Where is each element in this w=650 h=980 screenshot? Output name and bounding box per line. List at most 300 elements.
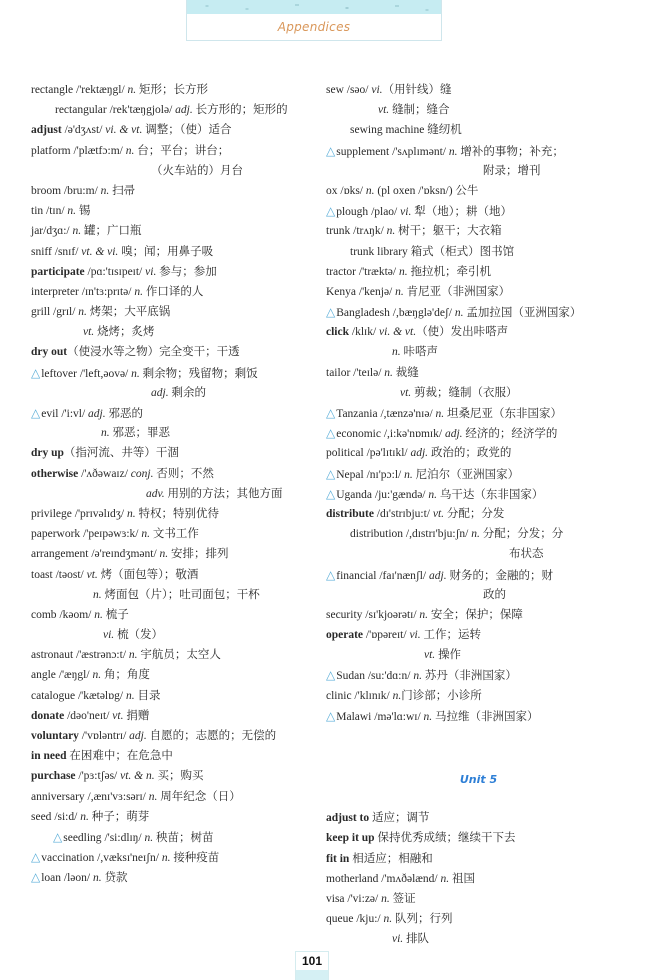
- part-of-speech: n.: [72, 225, 82, 238]
- vocab-entry: [326, 161, 631, 181]
- part-of-speech: n.: [80, 810, 89, 823]
- phonetic: /tɪn/: [43, 205, 68, 218]
- phonetic: /,ænɪ'vɜ:sərɪ/: [84, 790, 149, 803]
- headword: catalogue: [31, 689, 76, 702]
- phonetic: /'rektæŋgl/: [73, 84, 128, 96]
- definition: 秧苗；树苗: [153, 831, 214, 844]
- definition: 附录；增刊: [483, 164, 541, 177]
- vocab-entry: [31, 665, 321, 685]
- part-of-speech: n.: [78, 306, 87, 319]
- definition: 布状态: [509, 548, 544, 561]
- headword: tin: [31, 205, 44, 218]
- definition: 苏丹（非洲国家）: [421, 670, 517, 683]
- phonetic: /'vi:zə/: [344, 892, 382, 905]
- definition: 增补的事物；补充；: [457, 145, 564, 158]
- part-of-speech: n.: [413, 670, 422, 683]
- definition: 长方形的；矩形的: [192, 104, 288, 117]
- headword: jar: [31, 225, 44, 238]
- definition: 乌干达（东非国家）: [437, 488, 544, 501]
- part-of-speech: vi.: [400, 206, 412, 219]
- phonetic: /mə'lɑ:wɪ/: [371, 710, 424, 723]
- part-of-speech: vt. & n.: [120, 770, 155, 783]
- definition: 分配；分发: [444, 507, 505, 520]
- vocab-entry: [326, 302, 631, 322]
- definition: 特权；特别优待: [135, 507, 219, 520]
- phonetic: /'plætfɔ:m/: [70, 144, 126, 157]
- vocab-entry: [31, 766, 321, 786]
- vocab-entry: [31, 867, 321, 887]
- headword: operate: [326, 629, 364, 642]
- part-of-speech: vi.: [392, 933, 404, 946]
- part-of-speech: n.: [440, 872, 450, 885]
- definition: 种子；萌芽: [88, 810, 150, 823]
- vocab-entry: [31, 544, 321, 564]
- part-of-speech: n.: [383, 913, 393, 926]
- definition: 台；平台；讲台；: [134, 144, 230, 157]
- phonetic: /nɪ'pɔ:l/: [363, 468, 405, 481]
- triangle-marker-icon: △: [53, 829, 63, 844]
- part-of-speech: vt.: [400, 386, 412, 399]
- definition: 孟加拉国（亚洲国家）: [463, 307, 582, 320]
- phonetic: /'æstrənɔ:t/: [73, 649, 129, 662]
- definition: (pl oxen /'ɒksn/) 公牛: [374, 184, 479, 197]
- vocab-entry: [31, 565, 321, 585]
- headword: broom: [31, 184, 62, 197]
- vocab-entry: [31, 423, 321, 443]
- vocab-entry: [31, 484, 321, 504]
- vocab-entry: [31, 262, 321, 282]
- definition: 否则；不然: [153, 467, 214, 480]
- headword: ox: [326, 184, 338, 197]
- vocab-entry: [31, 625, 321, 645]
- phonetic: /'teɪlə/: [350, 366, 385, 379]
- part-of-speech: n.: [141, 528, 151, 541]
- triangle-marker-icon: △: [326, 466, 336, 481]
- vocab-entry: [31, 120, 321, 140]
- part-of-speech: vt.: [378, 104, 390, 117]
- phonetic: /səo/: [343, 84, 372, 96]
- vocab-entry: [326, 544, 631, 564]
- part-of-speech: n.: [365, 184, 375, 197]
- definition: 在困难中；在危急中: [66, 750, 173, 763]
- vocab-entry: [31, 807, 321, 827]
- vocab-entry: [326, 383, 631, 403]
- vocab-entry: [326, 201, 631, 221]
- phonetic: /snɪf/: [51, 245, 82, 258]
- vocab-entry: [31, 605, 321, 625]
- part-of-speech: n.: [471, 528, 480, 541]
- part-of-speech: n.: [392, 346, 401, 359]
- vocab-entry: [31, 847, 321, 867]
- definition: 拖拉机；牵引机: [407, 265, 491, 278]
- triangle-marker-icon: △: [326, 486, 336, 501]
- headword: Tanzania: [336, 408, 378, 420]
- vocab-entry: [326, 849, 631, 869]
- part-of-speech: n.: [93, 872, 102, 885]
- headword: paperwork: [31, 528, 81, 541]
- vocab-entry: [326, 80, 631, 100]
- phonetic: /'i:vl/: [58, 408, 89, 420]
- vocab-entry: [31, 524, 321, 544]
- headword: tailor: [326, 366, 351, 379]
- vocab-entry: [326, 363, 631, 383]
- vocab-entry: [326, 464, 631, 484]
- definition: 操作: [435, 649, 462, 662]
- phonetic: /'sʌplɪmənt/: [389, 145, 449, 158]
- triangle-marker-icon: △: [326, 406, 336, 420]
- page-number-box: [295, 951, 329, 980]
- headword: toast: [31, 568, 53, 581]
- headword: leftover: [41, 367, 77, 380]
- phonetic: /,væksɪ'neɪʃn/: [94, 852, 162, 865]
- phonetic: /trʌŋk/: [350, 225, 387, 238]
- definition: 犁（地）；耕（地）: [411, 206, 512, 219]
- vocab-entry: [326, 120, 631, 140]
- definition: 邪恶；罪恶: [109, 427, 170, 440]
- vocab-entry: [31, 161, 321, 181]
- phonetic: /dʒɑ:/: [43, 225, 73, 238]
- definition: 适应；调节: [369, 812, 430, 825]
- headword: dry up: [31, 447, 64, 460]
- headword: donate: [31, 709, 65, 722]
- part-of-speech: n.: [131, 367, 140, 380]
- triangle-marker-icon: △: [326, 668, 336, 683]
- part-of-speech: adj.: [429, 569, 447, 582]
- definition: 安排；排列: [168, 548, 229, 561]
- definition: （使浸水等之物）完全变干；干透: [67, 346, 240, 359]
- phonetic: /ju:'gændə/: [372, 488, 429, 501]
- part-of-speech: vi. & vt.: [105, 124, 143, 137]
- part-of-speech: n.: [435, 408, 445, 420]
- headword: astronaut: [31, 649, 74, 662]
- part-of-speech: n.: [67, 205, 77, 218]
- vocab-entry: [31, 181, 321, 201]
- headword: click: [326, 326, 349, 339]
- headword: plough: [336, 206, 369, 219]
- part-of-speech: n.: [384, 366, 393, 379]
- definition: 扫帚: [109, 184, 136, 197]
- vocab-entry: [31, 787, 321, 807]
- vocab-entry: [326, 665, 631, 685]
- vocab-entry: [326, 686, 631, 706]
- vocab-entry: [326, 869, 631, 889]
- phonetic: /kəom/: [56, 608, 95, 621]
- part-of-speech: n.: [128, 649, 138, 662]
- headword: platform: [31, 144, 71, 157]
- phonetic: /'klɪnɪk/: [351, 689, 393, 702]
- part-of-speech: adj.: [410, 447, 429, 460]
- definition: 作口译的人: [142, 285, 204, 298]
- vocab-entry: [326, 504, 631, 524]
- vocab-entry: [326, 706, 631, 726]
- headword: Sudan: [336, 670, 365, 683]
- definition: （使）发出咔嗒声: [416, 326, 509, 339]
- part-of-speech: n.: [448, 145, 458, 158]
- phonetic: /ɪn'tɜ:prɪtə/: [78, 285, 135, 298]
- phonetic: /faɪ'nænʃl/: [376, 569, 430, 582]
- part-of-speech: n.: [404, 468, 413, 481]
- part-of-speech: adv.: [146, 487, 165, 500]
- part-of-speech: n.: [144, 831, 154, 844]
- headword: interpreter: [31, 285, 79, 298]
- phonetic: /'left,əovə/: [77, 367, 132, 380]
- definition: 尼泊尔（亚洲国家）: [412, 468, 520, 481]
- phonetic: /'pɜ:tʃəs/: [75, 770, 121, 783]
- phonetic: /'peɪpəwɜ:k/: [80, 528, 142, 541]
- vocab-entry: [31, 726, 321, 746]
- headword: angle: [31, 669, 56, 682]
- header-title: Appendices: [277, 20, 351, 34]
- phonetic: /,i:kə'nɒmɪk/: [380, 428, 445, 441]
- definition: 邪恶的: [105, 408, 143, 420]
- part-of-speech: vt.: [86, 568, 98, 581]
- vocab-entry: [326, 242, 631, 262]
- header-decorative-band: [187, 0, 441, 14]
- definition: （用针线）缝: [382, 84, 452, 96]
- vocab-entry: [31, 443, 321, 463]
- part-of-speech: adj.: [444, 428, 463, 441]
- definition: 周年纪念（日）: [157, 790, 241, 803]
- triangle-marker-icon: △: [31, 870, 41, 885]
- part-of-speech: n.: [419, 608, 429, 621]
- headword: seed: [31, 810, 52, 823]
- definition: 缝纫机: [427, 124, 462, 137]
- definition: 政治的；政党的: [428, 447, 512, 460]
- vocab-entry: [326, 342, 631, 362]
- vocab-entry: [326, 909, 631, 929]
- triangle-marker-icon: △: [326, 305, 336, 320]
- phonetic: /'mʌðəlænd/: [378, 872, 441, 885]
- definition: 分配；分发；分: [479, 528, 564, 541]
- phonetic: /ə'reɪndʒmənt/: [88, 548, 160, 561]
- definition: 队列；行列: [392, 913, 453, 926]
- part-of-speech: adj.: [88, 408, 106, 420]
- headword: tractor: [326, 265, 357, 278]
- definition: 矩形；长方形: [136, 84, 209, 96]
- part-of-speech: conj.: [130, 467, 154, 480]
- definition: 树干；躯干；大衣箱: [395, 225, 502, 238]
- definition: 宇航员；太空人: [137, 649, 221, 662]
- triangle-marker-icon: △: [31, 406, 41, 420]
- phonetic: /,bæŋglə'deʃ/: [389, 307, 455, 320]
- vocab-entry: [326, 929, 631, 949]
- part-of-speech: vi.: [371, 84, 383, 96]
- page-number: 101: [301, 954, 323, 968]
- headword: political: [326, 447, 364, 460]
- phonetic: /klɪk/: [349, 326, 380, 339]
- vocab-entry: [31, 80, 321, 100]
- vocab-entry: [31, 403, 321, 423]
- headword: rectangle: [31, 84, 74, 96]
- part-of-speech: n.: [423, 710, 433, 723]
- headword: arrangement: [31, 548, 89, 561]
- definition: 缝制；缝合: [389, 104, 450, 117]
- triangle-marker-icon: △: [326, 708, 336, 723]
- definition: 罐；广口瓶: [81, 225, 142, 238]
- vocab-entry: [31, 221, 321, 241]
- headword: distribution: [350, 528, 404, 541]
- phonetic: /,tænzə'nɪə/: [377, 408, 436, 420]
- headword: adjust to: [326, 812, 370, 825]
- headword: in need: [31, 750, 67, 763]
- headword: fit in: [326, 852, 350, 865]
- phonetic: /plao/: [368, 206, 401, 219]
- part-of-speech: vi. & vt.: [379, 326, 417, 339]
- phonetic: /'vɒləntrɪ/: [78, 730, 130, 742]
- phonetic: /pə'lɪtɪkl/: [363, 447, 411, 460]
- headword: queue: [326, 913, 354, 926]
- headword: otherwise: [31, 467, 79, 480]
- vocab-entry: [31, 686, 321, 706]
- headword: voluntary: [31, 730, 79, 742]
- definition: 马拉维（非洲国家）: [432, 710, 539, 723]
- phonetic: /pɑ:'tɪsɪpeɪt/: [84, 265, 146, 278]
- definition: 烤架；大平底锅: [86, 306, 171, 319]
- vocab-entry: [326, 403, 631, 423]
- definition: （火车站的）月台: [151, 164, 243, 177]
- definition: 调整；（使）适合: [142, 124, 232, 137]
- definition: 咔嗒声: [400, 346, 438, 359]
- headword: vaccination: [41, 852, 95, 865]
- triangle-marker-icon: △: [326, 143, 336, 158]
- definition: 锡: [76, 205, 91, 218]
- definition: 箱式（柜式）图书馆: [410, 245, 515, 258]
- vocab-entry: [326, 181, 631, 201]
- part-of-speech: vi.: [145, 265, 157, 278]
- part-of-speech: n.: [398, 265, 408, 278]
- unit-heading: Unit 5: [459, 773, 498, 786]
- definition: 买；购买: [154, 770, 204, 783]
- headword: loan: [41, 872, 62, 885]
- vocab-entry: [31, 363, 321, 383]
- vocab-entry: [326, 423, 631, 443]
- vocab-entry: [31, 504, 321, 524]
- headword: anniversary: [31, 790, 85, 803]
- vocab-entry: [326, 625, 631, 645]
- definition: 参与；参加: [156, 265, 217, 278]
- headword: comb: [31, 608, 57, 621]
- part-of-speech: n.: [161, 852, 171, 865]
- vocab-entry: [31, 282, 321, 302]
- headword: economic: [336, 428, 381, 441]
- phonetic: /su:'dɑ:n/: [364, 670, 414, 683]
- phonetic: /'ʌðəwaɪz/: [78, 467, 131, 480]
- part-of-speech: adj.: [129, 730, 147, 742]
- vocab-entry: [326, 565, 631, 585]
- triangle-marker-icon: △: [326, 426, 336, 441]
- vocab-entry: [326, 282, 631, 302]
- vocab-entry: [31, 585, 321, 605]
- definition: 梳（发）: [114, 629, 164, 642]
- vocab-entry: [326, 605, 631, 625]
- definition: （指河流、井等）干涸: [63, 447, 179, 460]
- definition: 相适应；相融和: [349, 852, 433, 865]
- vocab-entry: [326, 100, 631, 120]
- phonetic: /bru:m/: [61, 184, 101, 197]
- definition: 烤（面包等）；敬酒: [97, 568, 199, 581]
- vocab-entry: [326, 443, 631, 463]
- part-of-speech: n.: [428, 488, 438, 501]
- vocab-entry: [326, 262, 631, 282]
- triangle-marker-icon: △: [31, 365, 41, 380]
- vocab-entry: [326, 828, 631, 848]
- definition: 贷款: [101, 872, 128, 885]
- definition: 签证: [389, 892, 416, 905]
- definition: 安全；保护；保障: [428, 608, 523, 621]
- phonetic: /dɪ'strɪbju:t/: [373, 507, 433, 520]
- left-column: [31, 80, 321, 888]
- part-of-speech: vt.: [112, 709, 124, 722]
- headword: clinic: [326, 689, 352, 702]
- part-of-speech: vt.: [432, 507, 445, 520]
- phonetic: /'æŋgl/: [55, 669, 93, 682]
- definition: 文书工作: [150, 528, 199, 541]
- triangle-marker-icon: △: [326, 204, 336, 219]
- triangle-marker-icon: △: [31, 850, 41, 865]
- headword: sewing machine: [350, 124, 425, 137]
- headword: grill: [31, 306, 51, 319]
- part-of-speech: vi.: [103, 629, 115, 642]
- definition: 梳子: [102, 608, 129, 621]
- part-of-speech: n.: [386, 225, 396, 238]
- headword: security: [326, 608, 363, 621]
- definition: 目录: [134, 689, 161, 702]
- definition: 烤面包（片）；吐司面包；干杯: [101, 588, 260, 601]
- headword: sew: [326, 84, 344, 96]
- definition: 保持优秀成绩；继续干下去: [374, 832, 516, 845]
- part-of-speech: n.: [148, 790, 158, 803]
- triangle-marker-icon: △: [326, 567, 336, 582]
- phonetic: /rek'tæŋgjolə/: [106, 104, 176, 117]
- headword: keep it up: [326, 832, 375, 845]
- phonetic: /'ɒpəreɪt/: [363, 629, 410, 642]
- part-of-speech: n.: [127, 84, 137, 96]
- vocab-entry: [31, 322, 321, 342]
- phonetic: /'kenjə/: [356, 285, 396, 298]
- part-of-speech: n.: [126, 507, 136, 520]
- phonetic: /'prɪvəlɪdʒ/: [71, 507, 127, 520]
- vocab-entry: [326, 221, 631, 241]
- vocab-entry: [326, 808, 631, 828]
- vocab-entry: [31, 746, 321, 766]
- definition: 角；角度: [101, 669, 150, 682]
- phonetic: /sɪ'kjoərətɪ/: [362, 608, 420, 621]
- definition: 财务的；金融的；财: [446, 569, 553, 582]
- headword: rectangular: [55, 104, 107, 117]
- headword: motherland: [326, 872, 379, 885]
- part-of-speech: n.: [395, 285, 404, 298]
- definition: 嗅；闻；用鼻子吸: [118, 245, 214, 258]
- headword: Malawi: [336, 710, 372, 723]
- headword: sniff: [31, 245, 52, 258]
- headword: adjust: [31, 124, 62, 137]
- phonetic: /ə'dʒʌst/: [61, 124, 106, 137]
- vocab-entry: [326, 484, 631, 504]
- headword: supplement: [336, 145, 390, 158]
- phonetic: /si:d/: [51, 810, 81, 823]
- vocab-entry: [326, 645, 631, 665]
- phonetic: /dəo'neɪt/: [64, 709, 113, 722]
- headword: Nepal: [336, 468, 364, 481]
- part-of-speech: n.: [392, 689, 402, 702]
- definition: 坦桑尼亚（东非国家）: [444, 408, 563, 420]
- phonetic: /,dɪstrɪ'bju:ʃn/: [403, 528, 472, 541]
- vocab-entry: [326, 889, 631, 909]
- definition: 裁缝: [392, 366, 419, 379]
- part-of-speech: vt. & vi.: [81, 245, 119, 258]
- headword: trunk library: [350, 245, 408, 258]
- part-of-speech: adj.: [151, 386, 169, 399]
